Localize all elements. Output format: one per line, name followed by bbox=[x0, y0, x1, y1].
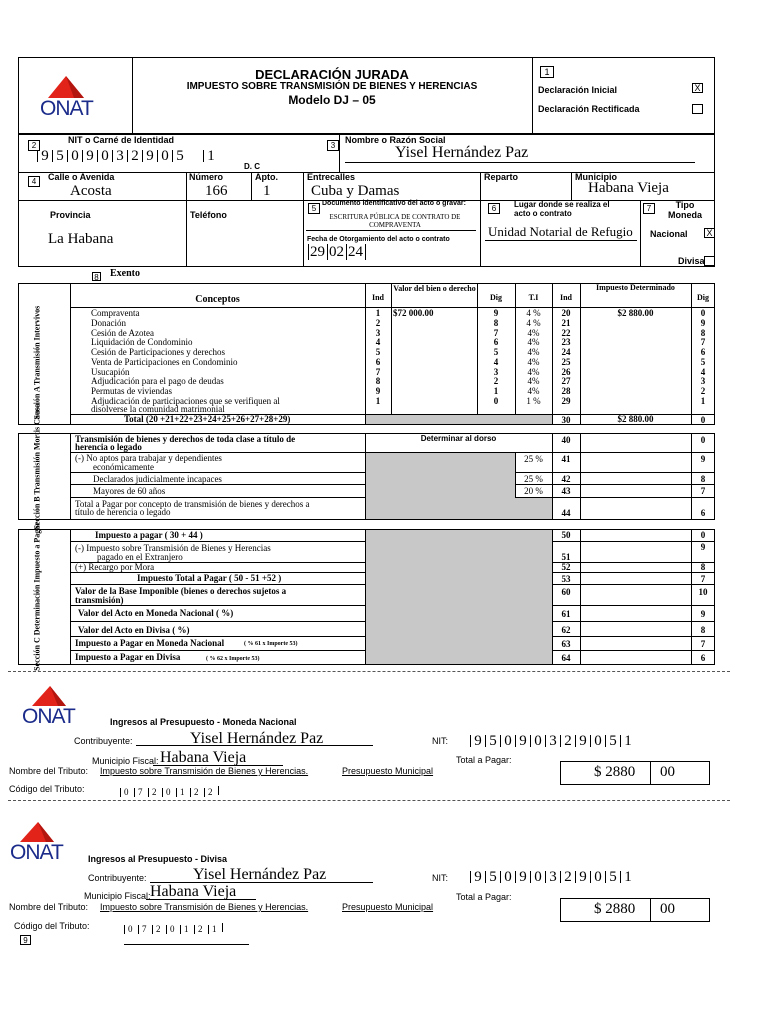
section-c-r8-dig: 7 bbox=[700, 639, 706, 649]
province-label: Provincia bbox=[50, 210, 91, 220]
section-a-row-valor: $72 000.00 bbox=[393, 308, 434, 318]
section-c-r7-text: Valor del Acto en Divisa ( %) bbox=[78, 625, 190, 635]
section-a-row-ind2: 27 bbox=[561, 376, 571, 387]
doc-label: Documento identificativo del acto o gravar: bbox=[322, 200, 466, 207]
section-c-r1-text: Impuesto a pagar ( 30 + 44 ) bbox=[95, 530, 203, 540]
receipt-div-mun-label: Municipio Fiscal: bbox=[84, 891, 151, 901]
section-a-row-ind2: 26 bbox=[561, 366, 571, 377]
section-b-r4-ind: 43 bbox=[561, 486, 571, 496]
section-a-row-ind: 4 bbox=[375, 337, 381, 348]
receipt-mn-contrib-label: Contribuyente: bbox=[74, 736, 133, 746]
section-a-row-dig2: 3 bbox=[700, 376, 706, 387]
section-a-last-concept-2: disolverse la comunidad matrimonial bbox=[91, 404, 225, 414]
section-a-row-imp: $2 880.00 bbox=[617, 308, 654, 318]
receipt-div-contrib: Yisel Hernández Paz bbox=[193, 866, 327, 883]
section-b-r1-dig: 0 bbox=[700, 435, 706, 445]
section-a-row-ti: 4% bbox=[527, 347, 540, 357]
section-a-row-ind: 6 bbox=[375, 356, 381, 367]
doc-value: ESCRITURA PÚBLICA DE CONTRATO DE COMPRAVENTA bbox=[329, 213, 461, 229]
section-a-last-ind: 1 bbox=[375, 396, 381, 406]
exempt-label: Exento bbox=[110, 268, 140, 279]
section-a-row-dig2: 0 bbox=[700, 308, 706, 318]
receipt-div-logo-text: ONAT bbox=[10, 841, 63, 864]
section-a-row-ti: 4% bbox=[527, 327, 540, 338]
date-value: 29 02 24 bbox=[308, 244, 366, 261]
section-a-row-ind2: 21 bbox=[561, 317, 571, 328]
col-header-dig: Dig bbox=[490, 293, 502, 302]
section-a-total-shade bbox=[366, 415, 552, 424]
section-a-last-ti: 1 % bbox=[526, 396, 541, 406]
section-c-r8-ind: 63 bbox=[561, 639, 571, 649]
section-b-r5-text-2: título de herencia o legado bbox=[75, 507, 171, 517]
receipt-div-code-label: Código del Tributo: bbox=[14, 921, 90, 931]
between-value: Cuba y Damas bbox=[311, 183, 400, 199]
section-a-last-dig: 0 bbox=[493, 396, 499, 406]
section-a-total-label: Total (20 +21+22+23+24+25+26+27+28+29) bbox=[124, 414, 291, 424]
receipt-div-total-amount: $ 2880 bbox=[594, 901, 636, 917]
receipt-mn-total-label: Total a Pagar: bbox=[456, 755, 512, 765]
box-number-6: 6 bbox=[488, 203, 500, 214]
section-a-row-ind: 1 bbox=[375, 308, 381, 318]
section-a-row-ti: 4% bbox=[527, 386, 540, 396]
section-a-row-ind: 2 bbox=[375, 317, 381, 328]
receipt-mn-code-digits: 0 7 2 0 1 2 2 bbox=[120, 786, 222, 797]
section-a-row-ind2: 20 bbox=[561, 308, 571, 318]
box-number-7: 7 bbox=[643, 203, 655, 214]
section-a-row-ind: 5 bbox=[375, 347, 381, 357]
col-header-ind2: Ind bbox=[559, 293, 572, 302]
col-header-impuesto: Impuesto Determinado bbox=[596, 283, 675, 292]
section-c-r5-dig: 10 bbox=[698, 587, 708, 597]
section-b-r2-text-2: económicamente bbox=[93, 462, 154, 472]
receipt-mn-tributo-label: Nombre del Tributo: bbox=[9, 766, 89, 776]
section-a-row-concept: Usucapión bbox=[91, 366, 130, 377]
section-a-row-concept: Donación bbox=[91, 317, 126, 328]
section-b-r5-dig: 6 bbox=[700, 508, 706, 518]
section-c-r4-ind: 53 bbox=[561, 574, 571, 584]
divisa-label: Divisa bbox=[678, 256, 705, 266]
section-c-r7-ind: 62 bbox=[561, 625, 571, 635]
section-c-r2-dig: 9 bbox=[700, 542, 706, 552]
between-label: Entrecalles bbox=[307, 172, 356, 182]
section-a-row-ind: 3 bbox=[375, 327, 381, 338]
section-c-shade bbox=[366, 530, 552, 664]
receipt-div-logo bbox=[8, 820, 78, 866]
initial-declaration-checkbox[interactable]: X bbox=[692, 83, 703, 93]
box-number-8: 8 bbox=[92, 272, 101, 281]
section-c-r6-ind: 61 bbox=[561, 609, 571, 619]
receipt-div-nit-label: NIT: bbox=[432, 873, 449, 883]
section-b-r3-dig: 8 bbox=[700, 474, 706, 484]
section-a-row-concept: Cesión de Azotea bbox=[91, 327, 154, 338]
section-b-r5-ind: 44 bbox=[561, 508, 571, 518]
section-b-label: Sección B Transmisión Mortis Causa bbox=[32, 403, 42, 530]
section-a-label: Sección A Transmisión Intervivos bbox=[32, 305, 42, 420]
section-a-row-dig: 4 bbox=[493, 356, 499, 367]
section-a-row-ti: 4 % bbox=[526, 308, 541, 318]
initial-declaration-label: Declaración Inicial bbox=[538, 85, 618, 95]
receipt-mn-title: Ingresos al Presupuesto - Moneda Nacional bbox=[110, 717, 297, 727]
section-a-row-ti: 4% bbox=[527, 376, 540, 387]
currency-label: Tipo Moneda bbox=[667, 200, 702, 220]
nit-label: NIT o Carné de Identidad bbox=[68, 135, 175, 145]
section-b-r2-text-1: (-) No aptos para trabajar y dependientes bbox=[75, 453, 222, 463]
section-a-last-ind2: 29 bbox=[561, 396, 571, 406]
section-a-row-ind2: 28 bbox=[561, 386, 571, 396]
box-number-1: 1 bbox=[540, 66, 554, 78]
receipt-mn-contrib: Yisel Hernández Paz bbox=[190, 730, 324, 747]
receipt-div-tributo: Impuesto sobre Transmisión de Bienes y Herencias. bbox=[100, 902, 309, 912]
taxpayer-name: Yisel Hernández Paz bbox=[395, 144, 529, 161]
section-a-row-dig: 2 bbox=[493, 376, 499, 387]
receipt-div-title: Ingresos al Presupuesto - Divisa bbox=[88, 854, 228, 864]
section-c-r3-ind: 52 bbox=[561, 562, 571, 572]
national-checkbox[interactable]: X bbox=[704, 228, 715, 238]
receipt-mn-logo bbox=[20, 684, 90, 730]
dc-label: D. C bbox=[244, 162, 260, 171]
section-c-r8-text: Impuesto a Pagar en Moneda Nacional bbox=[75, 638, 225, 648]
section-b-r5-text-1: Total a Pagar por concepto de transmisión de bienes y derechos a bbox=[75, 499, 310, 509]
section-b-r1-ind: 40 bbox=[561, 435, 571, 445]
street-label: Calle o Avenida bbox=[48, 172, 115, 182]
section-b-r3-text: Declarados judicialmente incapaces bbox=[93, 474, 222, 484]
section-c-r9-text: Impuesto a Pagar en Divisa bbox=[75, 652, 181, 662]
section-c-r2-text-1: (-) Impuesto sobre Transmisión de Bienes y Herencias bbox=[75, 543, 271, 553]
section-c-r9-note: ( % 62 x Importe 53) bbox=[206, 656, 260, 662]
name-label: Nombre o Razón Social bbox=[345, 135, 446, 145]
section-b-r1-text-1: Transmisión de bienes y derechos de toda clase a título de bbox=[75, 434, 296, 444]
district-label: Reparto bbox=[484, 172, 519, 182]
section-b-shade bbox=[366, 453, 515, 519]
section-a-row-dig2: 4 bbox=[700, 366, 706, 377]
receipt-mn-tributo: Impuesto sobre Transmisión de Bienes y Herencias. bbox=[100, 766, 309, 776]
section-c-r9-ind: 64 bbox=[561, 653, 571, 663]
divisa-checkbox[interactable] bbox=[704, 256, 715, 266]
section-c-r5-text-1: Valor de la Base Imponible (bienes o derechos sujetos a bbox=[75, 586, 287, 596]
section-c-r1-dig: 0 bbox=[700, 530, 706, 540]
box-number-5: 5 bbox=[308, 203, 320, 214]
place-value: Unidad Notarial de Refugio bbox=[488, 224, 633, 239]
section-a-row-concept: Cesión de Participaciones y derechos bbox=[91, 347, 225, 357]
section-c-r1-ind: 50 bbox=[561, 530, 571, 540]
col-header-ind: Ind bbox=[371, 293, 384, 302]
section-c-r8-note: ( % 61 x Importe 53) bbox=[244, 641, 298, 647]
col-header-conceptos: Conceptos bbox=[195, 294, 240, 305]
section-a-row-concept: Permutas de viviendas bbox=[91, 386, 172, 396]
section-a-row-ind: 9 bbox=[375, 386, 381, 396]
box-number-3: 3 bbox=[327, 140, 339, 151]
receipt-div-contrib-label: Contribuyente: bbox=[88, 873, 147, 883]
receipt-mn-nit-label: NIT: bbox=[432, 736, 449, 746]
receipt-mn-nit-digits: 9 5 0 9 0 3 2 9 0 5 1 bbox=[470, 733, 635, 750]
section-a-total-dig: 0 bbox=[700, 415, 706, 425]
section-a-total-imp: $2 880.00 bbox=[617, 414, 654, 424]
section-a-row-ti: 4% bbox=[527, 337, 540, 348]
section-c-label: Sección C Determinación Impuesto a Pagar bbox=[32, 522, 42, 671]
receipt-mn-logo-text: ONAT bbox=[22, 705, 75, 728]
section-c-r6-dig: 9 bbox=[700, 609, 706, 619]
section-a-row-ind2: 23 bbox=[561, 337, 571, 348]
box-number-9: 9 bbox=[20, 935, 31, 945]
number-label: Número bbox=[189, 172, 224, 182]
section-c-r5-ind: 60 bbox=[561, 587, 571, 597]
section-a-row-dig: 9 bbox=[493, 308, 499, 318]
section-a-row-dig2: 2 bbox=[700, 386, 706, 396]
section-a-row-concept: Adjudicación para el pago de deudas bbox=[91, 376, 224, 387]
section-b-r2-dig: 9 bbox=[700, 454, 706, 464]
section-c-r6-text: Valor del Acto en Moneda Nacional ( %) bbox=[78, 608, 234, 618]
section-b-r2-ind: 41 bbox=[561, 454, 571, 464]
section-c-r4-dig: 7 bbox=[700, 574, 706, 584]
section-c-r5-text-2: transmisión) bbox=[75, 595, 124, 605]
national-label: Nacional bbox=[650, 229, 688, 239]
receipt-mn-code-label: Código del Tributo: bbox=[9, 784, 85, 794]
section-a-row-ind2: 22 bbox=[561, 327, 571, 338]
receipt-div-mun: Habana Vieja bbox=[150, 883, 237, 900]
receipt-mn-mun: Habana Vieja bbox=[160, 749, 247, 766]
col-header-ti: T.I bbox=[528, 293, 539, 302]
section-b-r1-mid: Determinar al dorso bbox=[420, 434, 497, 443]
section-a-row-concept: Venta de Participaciones en Condominio bbox=[91, 356, 238, 367]
receipt-mn-tributo-type: Presupuesto Municipal bbox=[342, 766, 434, 776]
receipt-div-code-digits: 0 7 2 0 1 2 1 bbox=[124, 923, 226, 934]
section-a-row-ind2: 25 bbox=[561, 356, 571, 367]
section-a-row-dig: 7 bbox=[493, 327, 499, 338]
section-c-r3-dig: 8 bbox=[700, 562, 706, 572]
place-label: Lugar donde se realiza el acto o contrato bbox=[514, 200, 610, 218]
rectified-declaration-label: Declaración Rectificada bbox=[538, 104, 640, 114]
section-b-r4-text: Mayores de 60 años bbox=[93, 486, 166, 496]
section-a-last-dig2: 1 bbox=[700, 396, 706, 406]
cut-line-2 bbox=[8, 800, 730, 801]
section-a-total-ind: 30 bbox=[561, 415, 571, 425]
section-b-r3-pct: 25 % bbox=[524, 474, 543, 484]
section-a-row-dig2: 5 bbox=[700, 356, 706, 367]
section-a-row-dig: 1 bbox=[493, 386, 499, 396]
section-a-row-dig: 5 bbox=[493, 347, 499, 357]
section-b-r4-dig: 7 bbox=[700, 486, 706, 496]
municipality-value: Habana Vieja bbox=[588, 180, 669, 196]
receipt-div-nit-digits: 9 5 0 9 0 3 2 9 0 5 1 bbox=[470, 869, 635, 886]
section-b-r2-pct: 25 % bbox=[524, 454, 543, 464]
receipt-div-total-label: Total a Pagar: bbox=[456, 892, 512, 902]
section-a-row-ind2: 24 bbox=[561, 347, 571, 357]
cut-line-1 bbox=[8, 671, 730, 672]
section-a-row-ti: 4% bbox=[527, 366, 540, 377]
receipt-mn-mun-label: Municipio Fiscal: bbox=[92, 756, 159, 766]
section-a-row-dig: 8 bbox=[493, 317, 499, 328]
section-b-r4-pct: 20 % bbox=[524, 486, 543, 496]
section-a-row-ind: 7 bbox=[375, 366, 381, 377]
section-c-r4-text: Impuesto Total a Pagar ( 50 - 51 +52 ) bbox=[137, 573, 282, 583]
section-a-row-dig: 3 bbox=[493, 366, 499, 377]
number-value: 166 bbox=[205, 183, 228, 199]
section-a-row-ti: 4% bbox=[527, 356, 540, 367]
apt-label: Apto. bbox=[255, 172, 278, 182]
box-number-4: 4 bbox=[28, 176, 40, 187]
page-title: DECLARACIÓN JURADA bbox=[255, 67, 409, 82]
section-c-r9-dig: 6 bbox=[700, 653, 706, 663]
receipt-mn-total-cents: 00 bbox=[660, 764, 675, 780]
box-number-2: 2 bbox=[28, 140, 40, 151]
receipt-div-tributo-type: Presupuesto Municipal bbox=[342, 902, 434, 912]
section-a-row-ind: 8 bbox=[375, 376, 381, 387]
section-c-r2-text-2: pagado en el Extranjero bbox=[97, 552, 183, 562]
onat-logo bbox=[38, 74, 108, 122]
section-a-row-dig2: 6 bbox=[700, 347, 706, 357]
section-c-r7-dig: 8 bbox=[700, 625, 706, 635]
model-label: Modelo DJ – 05 bbox=[288, 93, 376, 107]
section-a-row-dig2: 8 bbox=[700, 327, 706, 338]
section-a-row-concept: Compraventa bbox=[91, 308, 140, 318]
section-a-row-dig: 6 bbox=[493, 337, 499, 348]
province-value: La Habana bbox=[48, 231, 114, 247]
receipt-mn-total-amount: $ 2880 bbox=[594, 764, 636, 780]
phone-label: Teléfono bbox=[190, 210, 227, 220]
section-b-r3-ind: 42 bbox=[561, 474, 571, 484]
col-header-dig2: Dig bbox=[697, 293, 709, 302]
col-header-valor: Valor del bien o derecho bbox=[393, 284, 476, 293]
municipality-label: Municipio bbox=[575, 172, 617, 182]
apt-value: 1 bbox=[263, 183, 271, 199]
nit-digits: 9 5 0 9 0 3 2 9 0 5 1 bbox=[37, 148, 218, 165]
section-c-r2-ind: 51 bbox=[561, 552, 571, 562]
rectified-declaration-checkbox[interactable] bbox=[692, 104, 703, 114]
section-a-row-dig2: 7 bbox=[700, 337, 706, 348]
section-a-last-concept-1: Adjudicación de participaciones que se verifiquen al bbox=[91, 396, 280, 406]
receipt-div-total-cents: 00 bbox=[660, 901, 675, 917]
section-a-row-ti: 4 % bbox=[526, 317, 541, 328]
section-a-row-concept: Liquidación de Condominio bbox=[91, 337, 193, 348]
section-b-r1-text-2: herencia o legado bbox=[75, 442, 142, 452]
section-c-r3-text: (+) Recargo por Mora bbox=[75, 562, 155, 572]
street-value: Acosta bbox=[70, 183, 112, 199]
date-label: Fecha de Otorgamiento del acto o contrato bbox=[307, 236, 450, 243]
receipt-div-tributo-label: Nombre del Tributo: bbox=[9, 902, 89, 912]
section-a-row-dig2: 9 bbox=[700, 317, 706, 328]
onat-logo-text: ONAT bbox=[40, 97, 93, 120]
page-subtitle: IMPUESTO SOBRE TRANSMISIÓN DE BIENES Y HERENCIAS bbox=[186, 81, 478, 92]
